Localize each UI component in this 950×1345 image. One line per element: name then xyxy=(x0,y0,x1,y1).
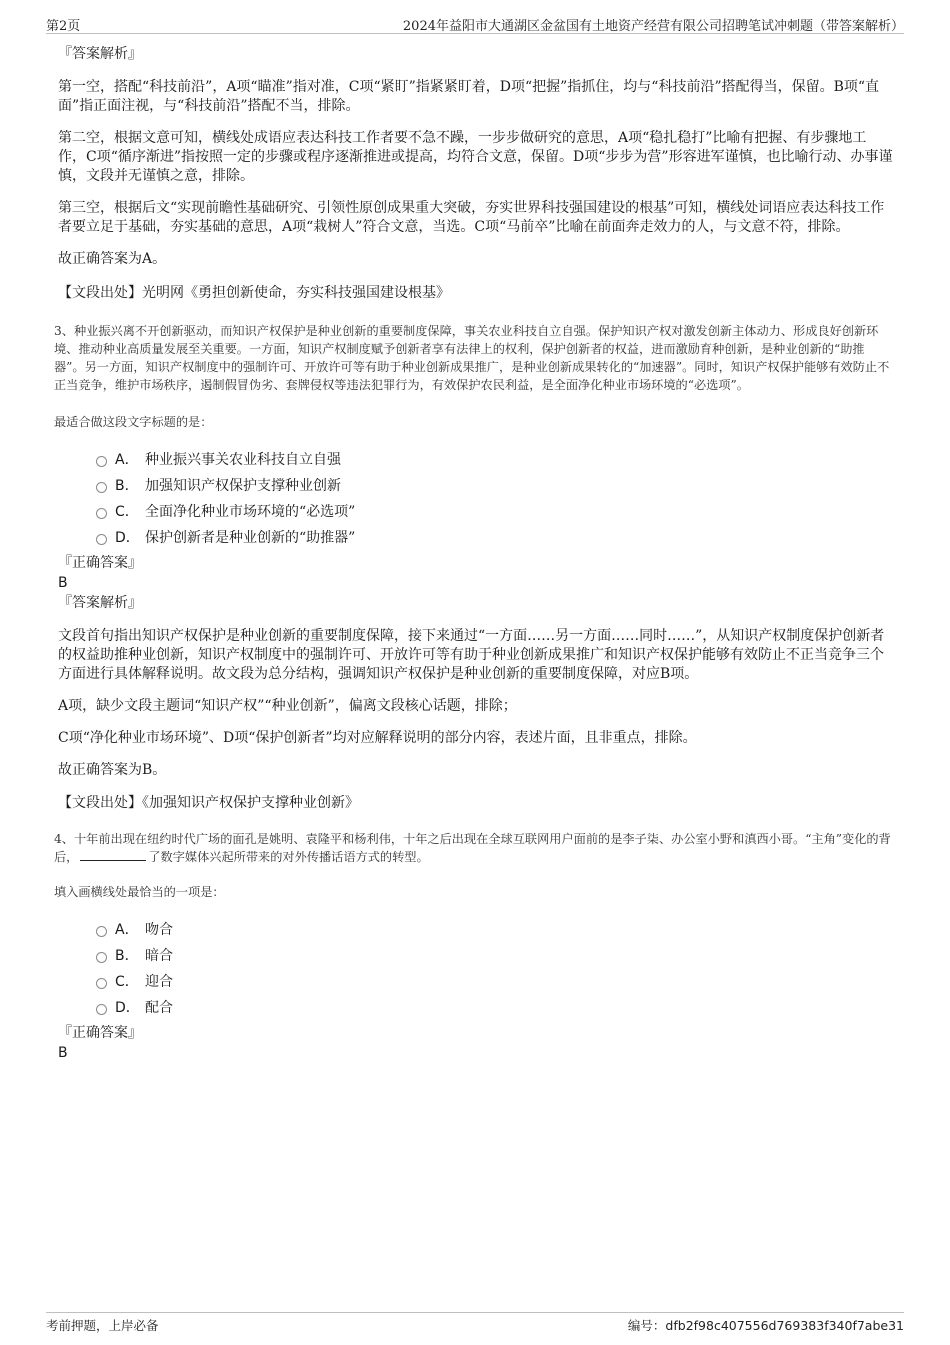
q4-option-a[interactable]: A． 吻合 xyxy=(96,917,894,943)
q3-stem: 3、种业振兴离不开创新驱动，而知识产权保护是种业创新的重要制度保障，事关农业科技自立自强。保护知识产权对激发创新主体动力、形成良好创新环境、推动种业高质量发展至关重要。一方面，知识产权制度赋予创新者享有法律上的权利，保护创新者的权益，进而激励育种创新，是种业创新的“助推器”。另一方面，知识产权制度中的强制许可、开放许可等有助于种业创新成果推广，是种业创新成果转化的“加速器”。同时，知识产权保护能够有效防止不正当竞争，维护市场秩序，遏制假冒伪劣、套牌侵权等违法犯罪行为，有效保护农民利益，是全面净化种业市场环境的“必选项”。 xyxy=(54,324,890,392)
q3-conclusion: 故正确答案为B。 xyxy=(58,762,167,778)
q3-options xyxy=(96,447,894,551)
q2-analysis-label: 『答案解析』 xyxy=(58,46,142,62)
q2-analysis-para2: 第二空，根据文意可知，横线处成语应表达科技工作者要不急不躁，一步步做研究的意思，A项“稳扎稳打”比喻有把握、有步骤地工作，C项“循序渐进”指按照一定的步骤或程序逐渐推进或提高，均符合文意，保留。D项“步步为营”形容进军谨慎，也比喻行动、办事谨慎，文段并无谨慎之意，排除。 xyxy=(58,130,893,184)
document-serial: 编号：dfb2f98c407556d769383f340f7abe31 xyxy=(627,1318,904,1333)
q4-option-b[interactable]: B． 暗合 xyxy=(96,943,894,969)
q3-analysis-para2: A项，缺少文段主题词“知识产权”“种业创新”，偏离文段核心话题，排除； xyxy=(58,698,517,714)
footer-slogan: 考前押题，上岸必备 xyxy=(46,1318,159,1333)
radio-icon[interactable] xyxy=(96,1004,107,1015)
q3-analysis-para1: 文段首句指出知识产权保护是种业创新的重要制度保障，接下来通过“一方面……另一方面……同时……”，从知识产权制度保护创新者的权益助推种业创新，知识产权制度中的强制许可、开放许可等有助于种业创新成果推广和知识产权保护能够有效防止不正当竞争三个方面进行具体解释说明。故文段为总分结构，强调知识产权保护是种业创新的重要制度保障，对应B项。 xyxy=(58,628,885,682)
q4-answer: B xyxy=(58,1045,68,1061)
q3-analysis-label: 『答案解析』 xyxy=(58,595,142,611)
q2-conclusion: 故正确答案为A。 xyxy=(58,251,167,267)
radio-icon[interactable] xyxy=(96,978,107,989)
q4-answer-label: 『正确答案』 xyxy=(58,1025,142,1041)
q4-option-d[interactable]: D． 配合 xyxy=(96,995,894,1021)
q4-prompt: 填入画横线处最恰当的一项是： xyxy=(54,885,225,899)
q3-option-b[interactable]: B． 加强知识产权保护支撑种业创新 xyxy=(96,473,894,499)
radio-icon[interactable] xyxy=(96,508,107,519)
page-content xyxy=(54,44,894,1063)
page-number: 第2页 xyxy=(46,19,81,34)
q3-analysis-para3: C项“净化种业市场环境”、D项“保护创新者”均对应解释说明的部分内容，表述片面，且非重点，排除。 xyxy=(58,730,697,746)
q2-source: 【文段出处】光明网《勇担创新使命，夯实科技强国建设根基》 xyxy=(58,285,450,301)
radio-icon[interactable] xyxy=(96,952,107,963)
fill-blank xyxy=(80,848,146,861)
page-header xyxy=(46,15,904,34)
radio-icon[interactable] xyxy=(96,456,107,467)
document-title: 2024年益阳市大通湖区金盆国有土地资产经营有限公司招聘笔试冲刺题（带答案解析） xyxy=(402,19,904,34)
q2-analysis-para1: 第一空，搭配“科技前沿”，A项“瞄准”指对准，C项“紧盯”指紧紧盯着，D项“把握”指抓住，均与“科技前沿”搭配得当，保留。B项“直面”指正面注视，与“科技前沿”搭配不当，排除。 xyxy=(58,79,880,114)
radio-icon[interactable] xyxy=(96,534,107,545)
q3-answer: B xyxy=(58,575,68,591)
page-footer xyxy=(46,1312,904,1335)
q3-prompt: 最适合做这段文字标题的是： xyxy=(54,415,213,429)
radio-icon[interactable] xyxy=(96,482,107,493)
q2-analysis-para3: 第三空，根据后文“实现前瞻性基础研究、引领性原创成果重大突破，夯实世界科技强国建设的根基”可知，横线处词语应表达科技工作者要立足于基础，夯实基础的意思，A项“栽树人”符合文意，当选。C项“马前卒”比喻在前面奔走效力的人，与文意不符，排除。 xyxy=(58,200,885,235)
q4-options xyxy=(96,917,894,1021)
q4-stem: 4、十年前出现在纽约时代广场的面孔是姚明、袁隆平和杨利伟，十年之后出现在全球互联网用户面前的是李子柒、办公室小野和滇西小哥。“主角”变化的背后， 了数字媒体兴起所带来的对外传播话语方式的转型。 xyxy=(54,832,891,864)
radio-icon[interactable] xyxy=(96,926,107,937)
q3-answer-label: 『正确答案』 xyxy=(58,555,142,571)
q3-option-c[interactable]: C． 全面净化种业市场环境的“必选项” xyxy=(96,499,894,525)
q4-option-c[interactable]: C． 迎合 xyxy=(96,969,894,995)
q3-option-d[interactable]: D． 保护创新者是种业创新的“助推器” xyxy=(96,525,894,551)
q3-option-a[interactable]: A． 种业振兴事关农业科技自立自强 xyxy=(96,447,894,473)
q3-source: 【文段出处】《加强知识产权保护支撑种业创新》 xyxy=(58,795,359,811)
